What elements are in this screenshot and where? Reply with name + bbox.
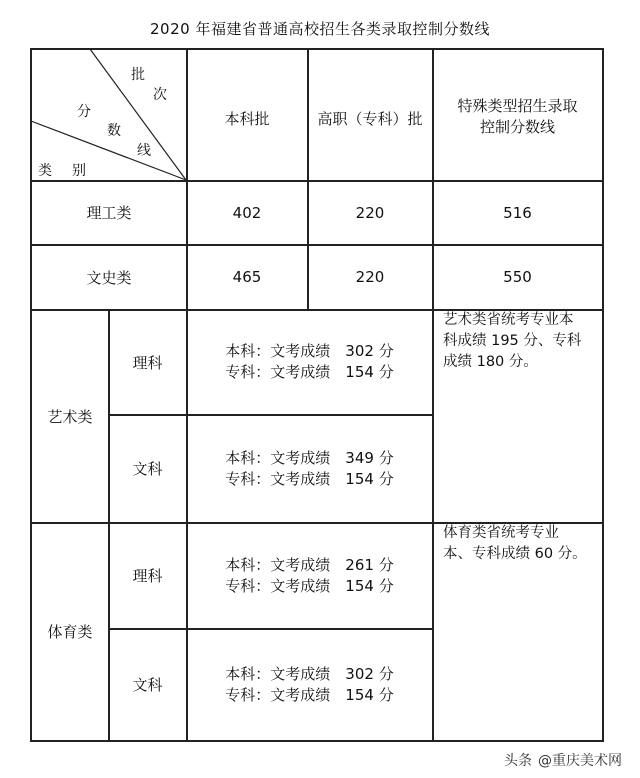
diag-label-bie: 别 <box>72 163 86 179</box>
diag-label-shu: 数 <box>107 123 121 139</box>
art-note-line1: 艺术类省统考专业本 <box>443 312 574 328</box>
diag-label-xian: 线 <box>137 143 151 159</box>
pe-note <box>433 523 602 740</box>
row-ligong-teshu: 516 <box>503 203 532 222</box>
pe-li-zhuanke: 专科：文考成绩 154 分 <box>225 576 394 595</box>
pe-li-scores <box>187 523 432 628</box>
art-li-scores <box>187 310 432 414</box>
art-li-zhuanke: 专科：文考成绩 154 分 <box>225 363 394 381</box>
art-li-benke: 本科：文考成绩 302 分 <box>225 342 394 360</box>
art-note <box>433 310 602 522</box>
header-teshu-line2: 控制分数线 <box>479 118 555 136</box>
art-wen-benke: 本科：文考成绩 349 分 <box>225 448 394 467</box>
row-ligong-benke: 402 <box>232 203 262 222</box>
pe-note-line2: 本、专科成绩 60 分。 <box>443 546 587 562</box>
row-wenshi-label: 文史类 <box>86 268 132 287</box>
diag-label-pi: 批 <box>131 67 145 83</box>
pe-label: 体育类 <box>47 623 93 641</box>
diag-label-lei: 类 <box>38 163 52 179</box>
pe-wen-scores <box>187 629 432 740</box>
diag-label-fen: 分 <box>77 104 91 120</box>
header-teshu <box>433 50 602 180</box>
art-note-line2: 科成绩 195 分、专科 <box>443 333 582 349</box>
row-wenshi-gaozhi: 220 <box>355 268 385 286</box>
art-label: 艺术类 <box>47 407 93 426</box>
art-wen-zhuanke: 专科：文考成绩 154 分 <box>225 469 394 488</box>
row-wenshi-benke: 465 <box>232 268 262 286</box>
header-gaozhi <box>308 50 432 180</box>
row-ligong-label: 理工类 <box>86 204 132 222</box>
diag-label-ci: 次 <box>153 87 167 103</box>
pe-li-benke: 本科：文考成绩 261 分 <box>225 555 394 574</box>
pe-li-label: 理科 <box>132 567 163 585</box>
watermark-name: @重庆美术网 <box>538 753 622 769</box>
row-ligong-gaozhi: 220 <box>355 203 385 222</box>
header-benke-label: 本科批 <box>224 110 270 128</box>
art-wen-label: 文科 <box>132 460 163 478</box>
pe-note-line1: 体育类省统考专业 <box>443 525 559 541</box>
watermark <box>504 750 622 770</box>
watermark-prefix: 头条 <box>504 753 532 769</box>
art-li-label: 理科 <box>132 353 163 372</box>
row-wenshi-teshu: 550 <box>503 268 532 286</box>
header-teshu-line1: 特殊类型招生录取 <box>457 97 578 115</box>
art-note-line3: 成绩 180 分。 <box>443 354 538 370</box>
page-title: 2020 年福建省普通高校招生各类录取控制分数线 <box>150 20 490 38</box>
header-gaozhi-label: 高职（专科）批 <box>317 110 423 128</box>
pe-wen-label: 文科 <box>132 676 163 694</box>
pe-wen-benke: 本科：文考成绩 302 分 <box>225 664 394 683</box>
header-benke <box>187 50 307 180</box>
art-wen-scores <box>187 415 432 522</box>
pe-wen-zhuanke: 专科：文考成绩 154 分 <box>225 685 394 704</box>
